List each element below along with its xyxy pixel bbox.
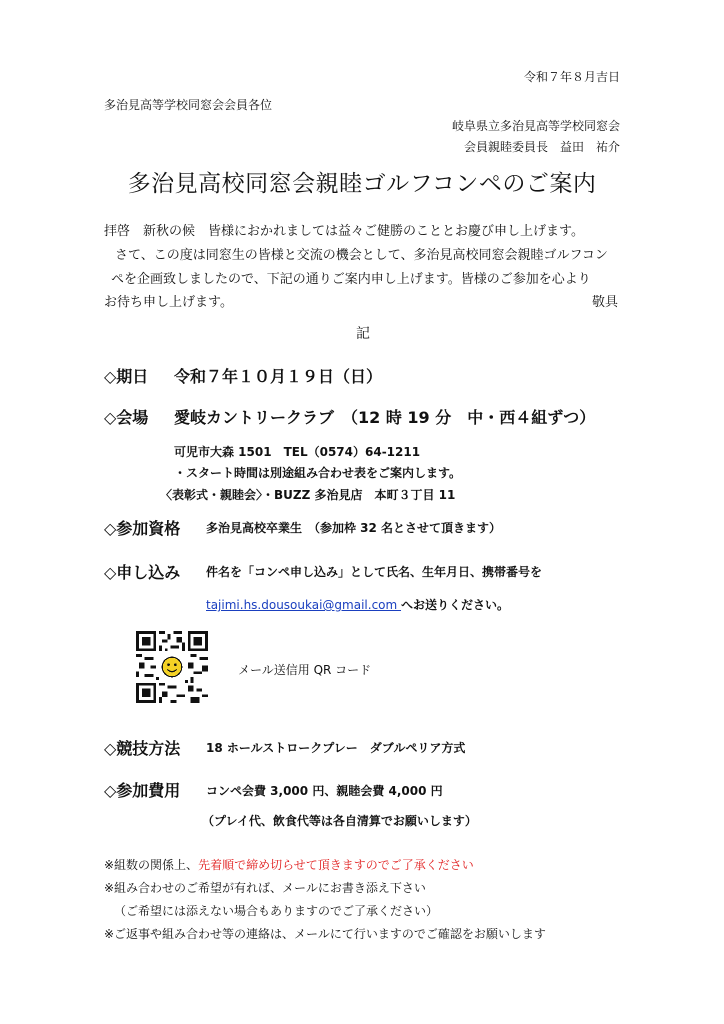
venue-note: ・スタート時間は別途組み合わせ表をご案内します。 — [174, 466, 462, 480]
party-venue: 〈表彰式・親睦会〉・BUZZ 多治見店 本町３丁目 11 — [160, 488, 456, 502]
page-title: 多治見高校同窓会親睦ゴルフコンペのご案内 — [127, 171, 597, 197]
note-1-prefix: ※組数の関係上、 — [104, 858, 199, 872]
recipient: 多治見高等学校同窓会会員各位 — [104, 98, 273, 112]
greeting-line-2: さて、この度は同窓生の皆様と交流の機会として、多治見高校同窓会親睦ゴルフコン — [115, 248, 608, 263]
qr-label: メール送信用 QR コード — [238, 663, 372, 677]
eligibility-value: 多治見高校卒業生 （参加枠 32 名とさせて頂きます） — [206, 521, 502, 535]
note-4: ※ご返事や組み合わせ等の連絡は、メールにて行いますのでご確認をお願いします — [104, 927, 546, 941]
qr-code-icon[interactable] — [136, 631, 208, 703]
greeting-line-1: 拝啓 新秋の候 皆様におかれましては益々ご健勝のこととお慶び申し上げます。 — [104, 224, 584, 239]
venue-label: ◇会場 — [104, 408, 149, 427]
greeting-line-4: お待ち申し上げます。 — [104, 295, 233, 310]
ki-mark: 記 — [356, 326, 370, 342]
organization: 岐阜県立多治見高等学校同窓会 — [451, 119, 620, 133]
date-value: 令和７年１０月１９日（日） — [174, 367, 383, 386]
eligibility-label: ◇参加資格 — [104, 519, 181, 538]
issue-date: 令和７年８月吉日 — [523, 70, 620, 84]
venue-address: 可児市大森 1501 TEL（0574）64-1211 — [174, 445, 421, 459]
method-value: 18 ホールストロークプレー ダブルペリア方式 — [206, 741, 466, 755]
greeting-line-3: ペを企画致しましたので、下記の通りご案内申し上げます。皆様のご参加を心より — [111, 272, 591, 287]
date-label: ◇期日 — [104, 367, 149, 386]
fee-value: コンペ会費 3,000 円、親睦会費 4,000 円 — [206, 784, 443, 798]
note-2: ※組み合わせのご希望が有れば、メールにお書き添え下さい — [104, 881, 426, 895]
note-3: （ご希望には添えない場合もありますのでご了承ください） — [114, 904, 439, 918]
fee-note: （プレイ代、飲食代等は各自清算でお願いします） — [202, 814, 477, 828]
email-link[interactable]: tajimi.hs.dousoukai@gmail.com — [206, 598, 402, 612]
note-1 — [104, 856, 474, 873]
venue-value: 愛岐カントリークラブ （12 時 19 分 中・西４組ずつ） — [174, 408, 596, 427]
note-1-red: 先着順で締め切らせて頂きますのでご了承ください — [198, 858, 474, 872]
fee-label: ◇参加費用 — [104, 781, 181, 800]
apply-value: 件名を「コンペ申し込み」として氏名、生年月日、携帯番号を — [206, 565, 543, 579]
email-suffix: へお送りください。 — [401, 598, 510, 612]
method-label: ◇競技方法 — [104, 739, 181, 758]
signer: 会員親睦委員長 益田 祐介 — [463, 140, 620, 154]
apply-label: ◇申し込み — [104, 563, 181, 582]
closing-keigu: 敬具 — [591, 295, 618, 310]
